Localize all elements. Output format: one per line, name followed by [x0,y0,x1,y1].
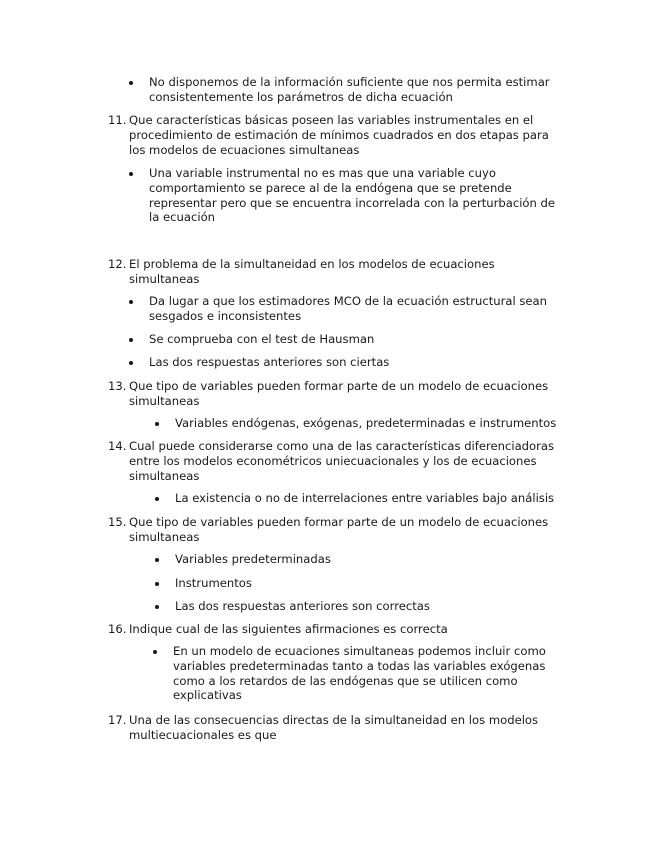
list-item: Da lugar a que los estimadores MCO de la ecuación estructural sean sesgados e inconsistentes [129,294,569,324]
question-14: 14. Cual puede considerarse como una de las características diferenciadoras entre los modelos econométricos uniecuacionales y los de ecuaciones simultaneas [108,439,555,483]
list-item: En un modelo de ecuaciones simultaneas podemos incluir como variables predeterminadas tanto a todas las variables exógenas como a los retardos de las endógenas que se utilicen como explicativas [153,644,563,703]
bullet-icon [129,338,133,342]
question-11: 11. Que características básicas poseen las variables instrumentales en el procedimiento de estimación de mínimos cuadrados en dos etapas para los modelos de ecuaciones simultaneas [108,113,549,157]
list-item: Una variable instrumental no es mas que una variable cuyo comportamiento se parece al de la endógena que se pretende representar pero que se encuentra incorrelada con la perturbación de la ecuación [129,166,569,225]
list-item: Se comprueba con el test de Hausman [129,332,549,347]
bullet-icon [155,558,159,562]
bullet-icon [129,300,133,304]
list-item: Instrumentos [155,576,575,591]
question-13: 13. Que tipo de variables pueden formar parte de un modelo de ecuaciones simultaneas [108,379,549,408]
question-17: 17. Una de las consecuencias directas de la simultaneidad en los modelos multiecuacionales es que [108,713,539,742]
list-item: Las dos respuestas anteriores son correctas [155,599,575,614]
bullet-icon [129,361,133,365]
bullet-icon [155,582,159,586]
bullet-icon [129,172,133,176]
list-item: Variables endógenas, exógenas, predeterminadas e instrumentos [155,416,575,431]
list-item: La existencia o no de interrelaciones entre variables bajo análisis [155,491,575,506]
bullet-icon [155,497,159,501]
question-16: 16. Indique cual de las siguientes afirmaciones es correcta [108,622,448,636]
bullet-icon [129,81,133,85]
list-item: Variables predeterminadas [155,552,575,567]
bullet-icon [155,605,159,609]
question-12: 12. El problema de la simultaneidad en los modelos de ecuaciones simultaneas [108,257,495,286]
bullet-icon [153,650,157,654]
list-item: No disponemos de la información suficiente que nos permita estimar consistentemente los parámetros de dicha ecuación [129,75,569,105]
list-item: Las dos respuestas anteriores son ciertas [129,355,549,370]
bullet-icon [155,422,159,426]
question-15: 15. Que tipo de variables pueden formar parte de un modelo de ecuaciones simultaneas [108,515,549,544]
